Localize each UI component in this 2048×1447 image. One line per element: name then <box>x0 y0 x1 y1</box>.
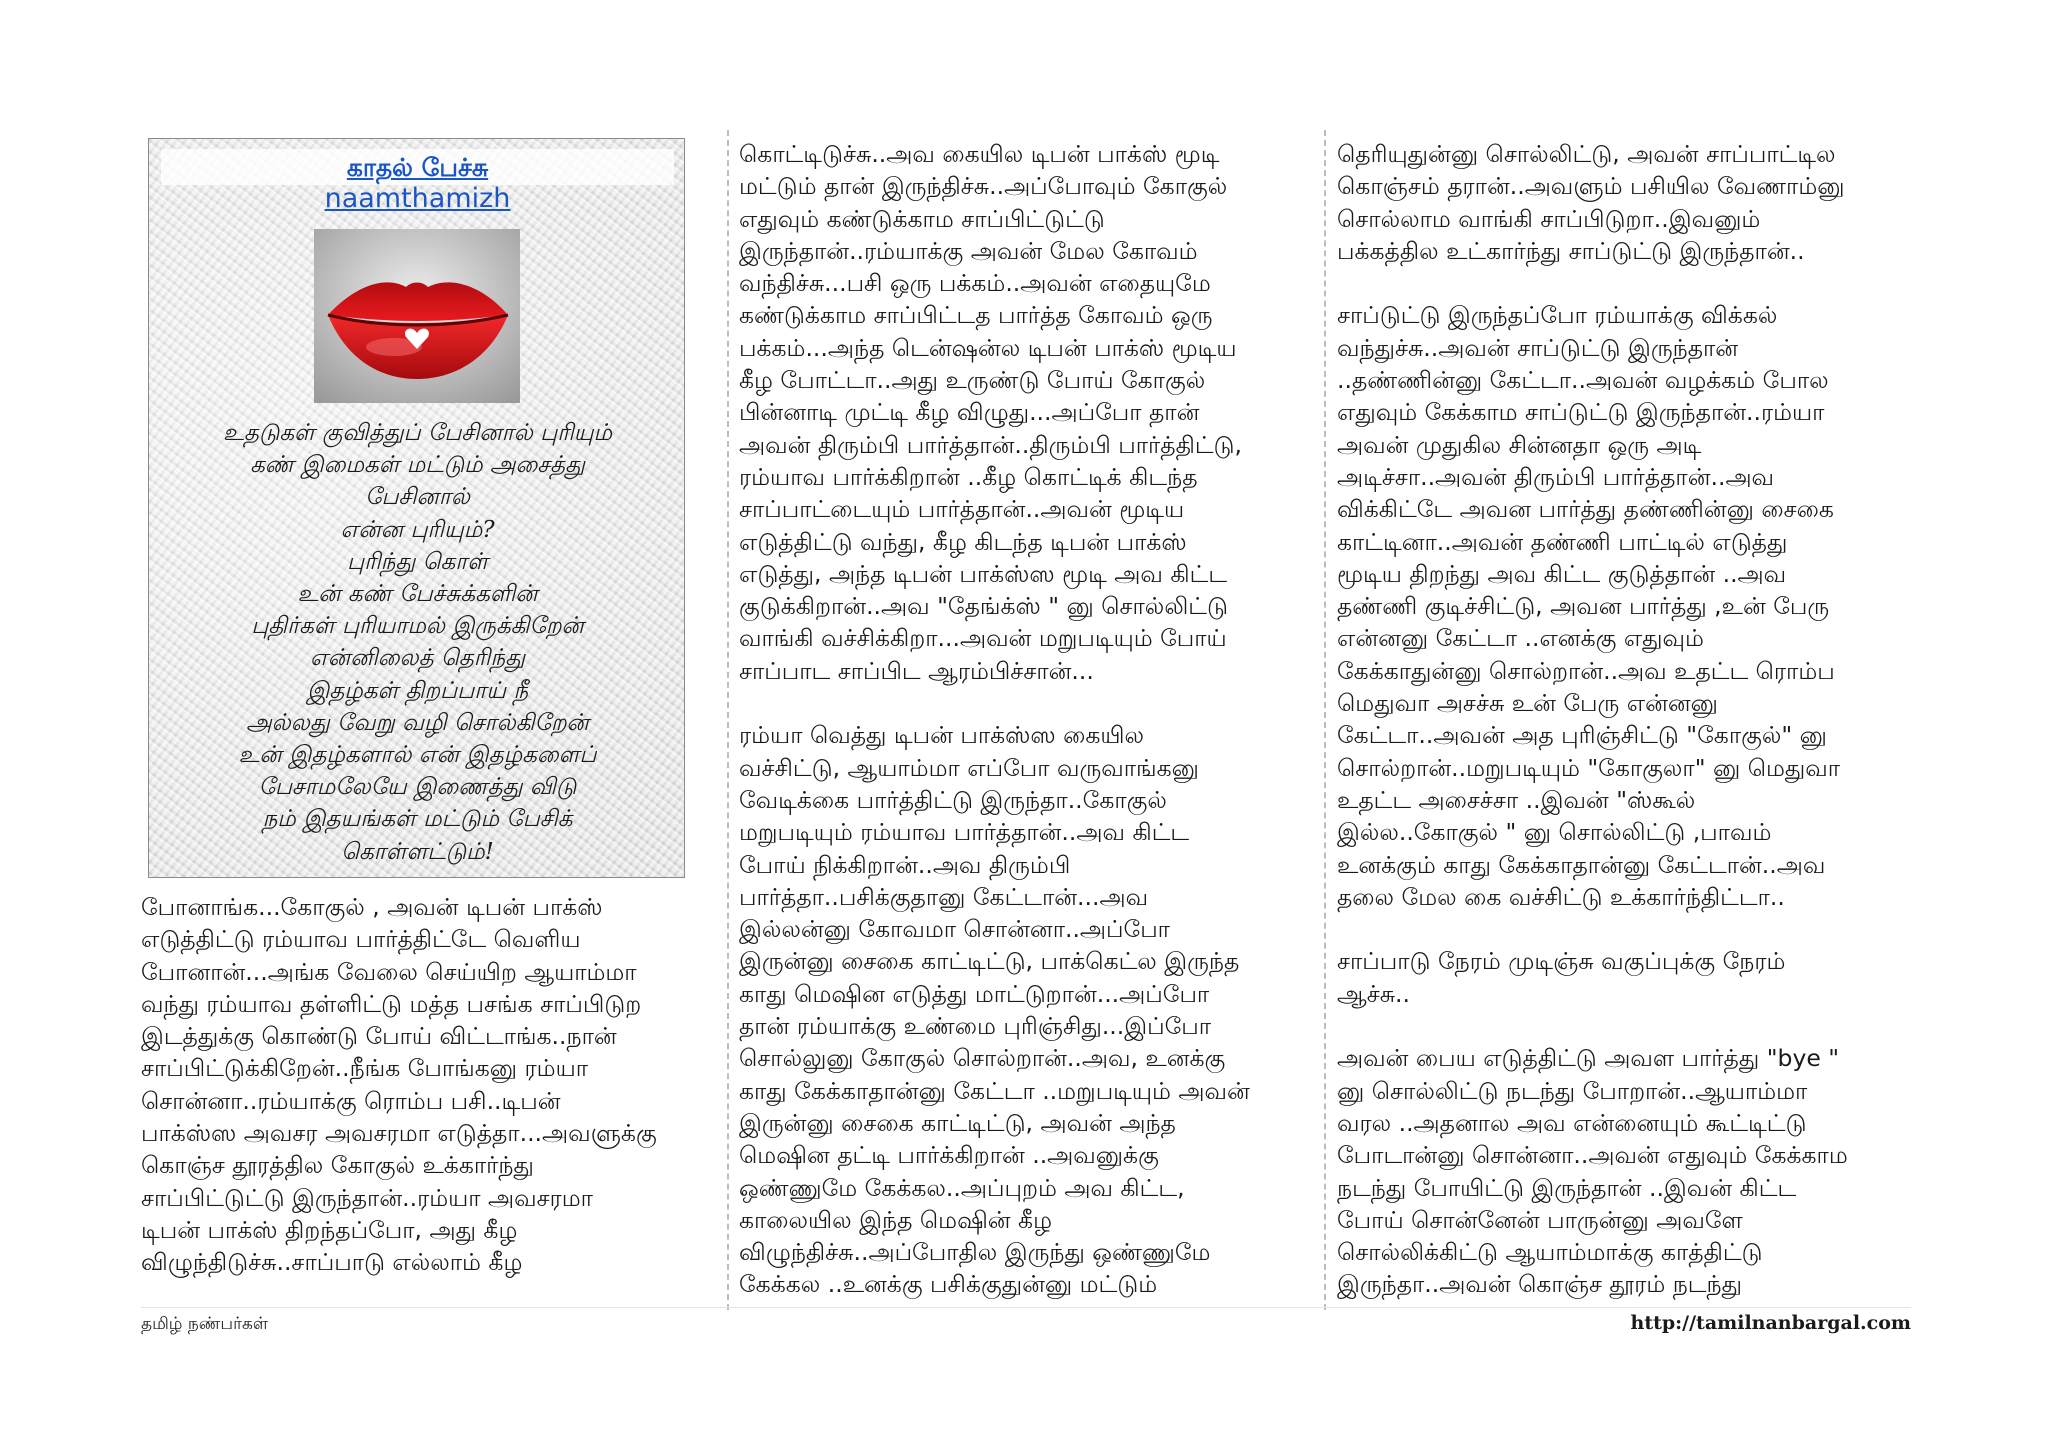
text-line: இடத்துக்கு கொண்டு போய் விட்டாங்க..நான் <box>141 1022 617 1051</box>
text-line: ..தண்ணின்னு கேட்டா..அவன் வழக்கம் போல <box>1337 366 1829 395</box>
text-line: என்னனு கேட்டா ..எனக்கு எதுவும் <box>1337 624 1704 653</box>
text-line: ரம்யாவ பார்க்கிறான் ..கீழ கொட்டிக் கிடந்த <box>739 462 1198 491</box>
poem-box <box>148 138 685 878</box>
poem-line: நம் இதயங்கள் மட்டும் பேசிக் <box>262 806 573 833</box>
text-line: உதட்ட அசைச்சா ..இவன் "ஸ்கூல் <box>1337 785 1696 814</box>
poem-line: புதிர்கள் புரியாமல் இருக்கிறேன் <box>251 613 584 640</box>
text-line: போய் சொன்னேன் பாருன்னு அவளே <box>1337 1205 1743 1234</box>
text-line: சொல்றான்..மறுபடியும் "கோகுலா" னு மெதுவா <box>1337 753 1841 782</box>
text-line: கண்டுக்காம சாப்பிட்டத பார்த்த கோவம் ஒரு <box>739 301 1213 330</box>
text-line: கீழ போட்டா..அது உருண்டு போய் கோகுல் <box>739 366 1206 395</box>
text-line: விழுந்திடுச்சு..சாப்பாடு எல்லாம் கீழ <box>141 1248 523 1277</box>
text-line: பின்னாடி முட்டி கீழ விழுது...அப்போ தான் <box>739 398 1200 427</box>
text-line: வச்சிட்டு, ஆயாம்மா எப்போ வருவாங்கனு <box>739 753 1199 782</box>
text-line: இருன்னு சைகை காட்டிட்டு, அவன் அந்த <box>739 1108 1176 1137</box>
text-line: மறுபடியும் ரம்யாவ பார்த்தான்..அவ கிட்ட <box>739 818 1190 847</box>
text-line: விழுந்திச்சு..அப்போதில இருந்து ஒண்ணுமே <box>739 1238 1211 1267</box>
text-line: இல்லன்னு கோவமா சொன்னா..அப்போ <box>739 915 1170 944</box>
text-line: எடுத்து, அந்த டிபன் பாக்ஸ்ஸ மூடி அவ கிட்ட <box>739 559 1228 588</box>
poem-line: புரிந்து கொள் <box>346 548 489 575</box>
lips-image <box>314 229 520 403</box>
poem-line: கொள்ளட்டும்! <box>341 838 494 865</box>
text-line: எதுவும் கேக்காம சாப்டுட்டு இருந்தான்..ரம்யா <box>1337 398 1825 427</box>
poem-line: என்னிலைத் தெரிந்து <box>309 645 526 672</box>
text-line: காது மெஷின எடுத்து மாட்டுறான்...அப்போ <box>739 979 1210 1008</box>
column-divider <box>727 130 729 1310</box>
poem-line: உன் கண் பேச்சுக்களின் <box>297 581 538 608</box>
paragraph-gap <box>1337 913 1848 945</box>
text-line: பார்த்தா..பசிக்குதானு கேட்டான்...அவ <box>739 882 1149 911</box>
text-line: அவன் பைய எடுத்திட்டு அவள பார்த்து "bye " <box>1337 1044 1840 1073</box>
poem-author-link[interactable]: naamthamizh <box>324 183 511 214</box>
text-line: எதுவும் கண்டுக்காம சாப்பிட்டுட்டு <box>739 204 1105 233</box>
text-line: கொட்டிடுச்சு..அவ கையில டிபன் பாக்ஸ் மூடி <box>739 140 1220 168</box>
poem-line: பேசாமலேயே இணைத்து விடு <box>258 774 577 801</box>
text-line: போனான்...அங்க வேலை செய்யிற ஆயாம்மா <box>141 957 637 986</box>
poem-line: இதழ்கள் திறப்பாய் நீ <box>306 677 529 704</box>
text-line: எடுத்திட்டு வந்து, கீழ கிடந்த டிபன் பாக்ஸ் <box>739 527 1187 556</box>
text-line: நடந்து போயிட்டு இருந்தான் ..இவன் கிட்ட <box>1337 1173 1797 1202</box>
text-line: சொல்லாம வாங்கி சாப்பிடுறா..இவனும் <box>1337 204 1761 233</box>
text-line: சாப்பாடு நேரம் முடிஞ்சு வகுப்புக்கு நேரம் <box>1337 947 1786 976</box>
text-line: வந்துச்சு..அவன் சாப்டுட்டு இருந்தான் <box>1337 333 1739 362</box>
text-line: வந்து ரம்யாவ தள்ளிட்டு மத்த பசங்க சாப்பிடுற <box>141 989 642 1018</box>
paragraph-gap <box>1337 1010 1848 1042</box>
text-line: மெஷின தட்டி பார்க்கிறான் ..அவனுக்கு <box>739 1141 1159 1170</box>
text-line: அவன் முதுகில சின்னதா ஒரு அடி <box>1337 430 1702 459</box>
text-line: கொஞ்ச தூரத்தில கோகுல் உக்கார்ந்து <box>141 1151 534 1180</box>
footer-site-name: தமிழ் நண்பர்கள் <box>141 1314 269 1334</box>
text-line: சாப்பாட்டையும் பார்த்தான்..அவன் மூடிய <box>739 495 1185 524</box>
text-line: பாக்ஸ்ஸ அவசர அவசரமா எடுத்தா...அவளுக்கு <box>141 1119 657 1148</box>
text-line: னு சொல்லிட்டு நடந்து போறான்..ஆயாம்மா <box>1337 1076 1808 1105</box>
text-line: அவன் திரும்பி பார்த்தான்..திரும்பி பார்த்திட்டு, <box>739 430 1242 459</box>
text-line: இருந்தா..அவன் கொஞ்ச தூரம் நடந்து <box>1337 1270 1742 1299</box>
poem-line: அல்லது வேறு வழி சொல்கிறேன் <box>246 709 589 736</box>
text-line: மட்டும் தான் இருந்திச்சு..அப்போவும் கோகுல் <box>739 172 1228 201</box>
text-line: டிபன் பாக்ஸ் திறந்தப்போ, அது கீழ <box>141 1215 518 1244</box>
column-divider <box>1324 130 1326 1310</box>
paragraph-gap <box>739 687 1250 719</box>
text-line: வாங்கி வச்சிக்கிறா...அவன் மறுபடியும் போய் <box>739 624 1227 653</box>
text-line: சாப்பிட்டுக்கிறேன்..நீங்க போங்கனு ரம்யா <box>141 1054 589 1083</box>
text-line: மெதுவா அசச்சு உன் பேரு என்னனு <box>1337 689 1718 718</box>
footer-url-link[interactable]: http://tamilnanbargal.com <box>1630 1312 1911 1334</box>
text-line: கேக்கல ..உனக்கு பசிக்குதுன்னு மட்டும் <box>739 1270 1158 1299</box>
text-line: கேக்காதுன்னு சொல்றான்..அவ உதட்ட ரொம்ப <box>1337 656 1835 685</box>
text-line: எடுத்திட்டு ரம்யாவ பார்த்திட்டே வெளிய <box>141 925 581 954</box>
poem-line: கண் இமைகள் மட்டும் அசைத்து <box>250 452 585 479</box>
text-line: இல்ல..கோகுல் " னு சொல்லிட்டு ,பாவம் <box>1337 818 1772 847</box>
text-line: காலையில இந்த மெஷின் கீழ <box>739 1205 1052 1234</box>
text-line: சாப்டுட்டு இருந்தப்போ ரம்யாக்கு விக்கல் <box>1337 301 1778 330</box>
poem-title-link[interactable]: காதல் பேச்சு <box>346 153 489 182</box>
text-line: இருந்தான்..ரம்யாக்கு அவன் மேல கோவம் <box>739 236 1198 265</box>
text-line: ரம்யா வெத்து டிபன் பாக்ஸ்ஸ கையில <box>739 721 1144 750</box>
text-line: பக்கம்...அந்த டென்ஷன்ல டிபன் பாக்ஸ் மூடிய <box>739 333 1237 362</box>
poem-line: உதடுகள் குவித்துப் பேசினால் புரியும் <box>222 420 613 446</box>
text-line: சாப்பிட்டுட்டு இருந்தான்..ரம்யா அவசரமா <box>141 1183 593 1212</box>
poem-line: பேசினால் <box>365 484 470 511</box>
text-line: காட்டினா..அவன் தண்ணி பாட்டில் எடுத்து <box>1337 527 1788 556</box>
text-line: போடான்னு சொன்னா..அவன் எதுவும் கேக்காம <box>1337 1141 1848 1170</box>
text-line: சொல்லிக்கிட்டு ஆயாம்மாக்கு காத்திட்டு <box>1337 1238 1763 1267</box>
paragraph-gap <box>1337 267 1848 299</box>
text-line: போய் நிக்கிறான்..அவ திரும்பி <box>739 850 1071 879</box>
text-line: வந்திச்சு...பசி ஒரு பக்கம்..அவன் எதையுமே <box>739 269 1211 298</box>
poem-text <box>149 417 686 868</box>
story-column-2 <box>739 138 1250 1301</box>
poem-line: என்ன புரியும்? <box>340 516 495 543</box>
text-line: குடுக்கிறான்..அவ "தேங்க்ஸ் " னு சொல்லிட்டு <box>739 592 1228 621</box>
footer-rule <box>141 1307 1911 1308</box>
text-line: மூடிய திறந்து அவ கிட்ட குடுத்தான் ..அவ <box>1337 559 1787 588</box>
text-line: இருன்னு சைகை காட்டிட்டு, பாக்கெட்ல இருந்த <box>739 947 1240 976</box>
text-line: பக்கத்தில உட்கார்ந்து சாப்டுட்டு இருந்தான்.. <box>1337 236 1805 265</box>
story-column-3 <box>1337 138 1848 1301</box>
text-line: சொல்லுனு கோகுல் சொல்றான்..அவ, உனக்கு <box>739 1044 1226 1073</box>
poem-line: உன் இதழ்களால் என் இதழ்களைப் <box>238 742 597 769</box>
text-line: தலை மேல கை வச்சிட்டு உக்கார்ந்திட்டா.. <box>1337 882 1785 911</box>
text-line: தண்ணி குடிச்சிட்டு, அவன பார்த்து ,உன் பேரு <box>1337 592 1830 621</box>
text-line: கேட்டா..அவன் அத புரிஞ்சிட்டு "கோகுல்" னு <box>1337 721 1827 750</box>
text-line: போனாங்க...கோகுல் , அவன் டிபன் பாக்ஸ் <box>141 893 603 921</box>
text-line: காது கேக்காதான்னு கேட்டா ..மறுபடியும் அவன் <box>739 1076 1250 1105</box>
text-line: அடிச்சா..அவன் திரும்பி பார்த்தான்..அவ <box>1337 462 1775 491</box>
text-line: உனக்கும் காது கேக்காதான்னு கேட்டான்..அவ <box>1337 850 1826 879</box>
text-line: சொன்னா..ரம்யாக்கு ரொம்ப பசி..டிபன் <box>141 1086 561 1115</box>
text-line: வேடிக்கை பார்த்திட்டு இருந்தா..கோகுல் <box>739 785 1167 814</box>
story-column-1 <box>141 891 657 1279</box>
text-line: தான் ரம்யாக்கு உண்மை புரிஞ்சிது...இப்போ <box>739 1012 1212 1041</box>
text-line: ஆச்சு.. <box>1337 979 1411 1008</box>
text-line: தெரியுதுன்னு சொல்லிட்டு, அவன் சாப்பாட்டில <box>1337 140 1836 168</box>
text-line: ஒண்ணுமே கேக்கல..அப்புறம் அவ கிட்ட, <box>739 1173 1185 1202</box>
text-line: விக்கிட்டே அவன பார்த்து தண்ணின்னு சைகை <box>1337 495 1834 524</box>
text-line: வரல ..அதனால அவ என்னையும் கூட்டிட்டு <box>1337 1108 1807 1137</box>
text-line: சாப்பாட சாப்பிட ஆரம்பிச்சான்... <box>739 656 1094 685</box>
text-line: கொஞ்சம் தரான்..அவளும் பசியில வேணாம்னு <box>1337 172 1845 201</box>
